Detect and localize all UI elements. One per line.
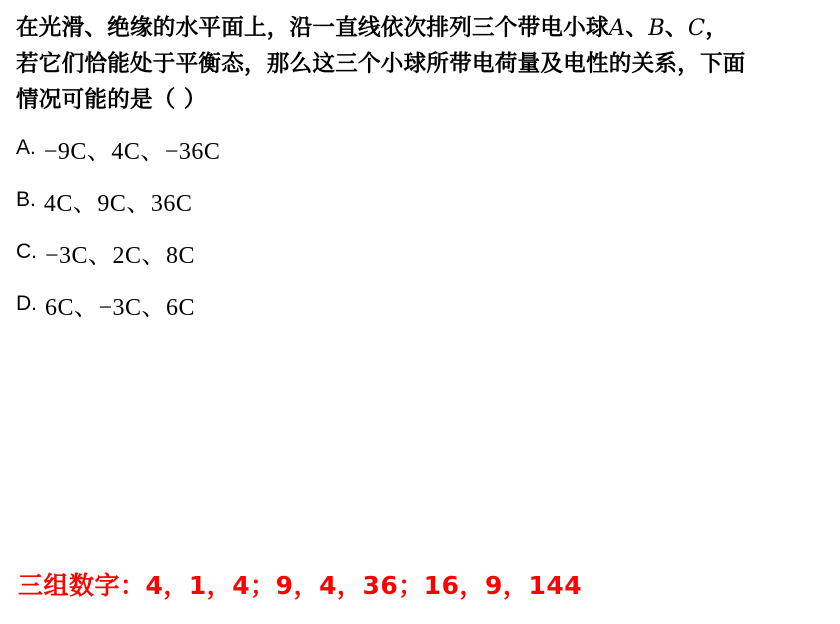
option-d[interactable] [16, 287, 195, 321]
option-b-letter: B. [16, 188, 36, 211]
ball-c-label: C [687, 15, 706, 41]
option-c-value: −3C、2C、8C [45, 242, 196, 269]
question-line-1 [16, 10, 832, 46]
separator: 、 [625, 15, 649, 41]
separator: 、 [665, 15, 688, 41]
ball-a-label: A [608, 15, 626, 41]
option-b-value: 4C、9C、36C [43, 190, 193, 217]
question-line-1-text: 在光滑、绝缘的水平面上，沿一直线依次排列三个带电小球 [16, 15, 609, 41]
option-b[interactable] [16, 183, 192, 217]
option-a[interactable] [16, 131, 220, 165]
option-a-letter: A. [16, 136, 36, 159]
comma: ， [705, 15, 729, 41]
option-d-letter: D. [16, 292, 37, 315]
ball-b-label: B [648, 15, 666, 41]
option-a-value: −9C、4C、−36C [43, 138, 221, 165]
option-d-value: 6C、−3C、6C [45, 294, 196, 321]
answer-hint-note: 三组数字：4，1，4；9，4，36；16，9，144 [18, 571, 583, 600]
question-text [16, 10, 832, 118]
question-line-2: 若它们恰能处于平衡态，那么这三个小球所带电荷量及电性的关系，下面 [16, 51, 746, 77]
option-c[interactable] [16, 235, 195, 269]
option-c-letter: C. [16, 240, 37, 263]
question-line-3: 情况可能的是（ ） [16, 87, 207, 113]
